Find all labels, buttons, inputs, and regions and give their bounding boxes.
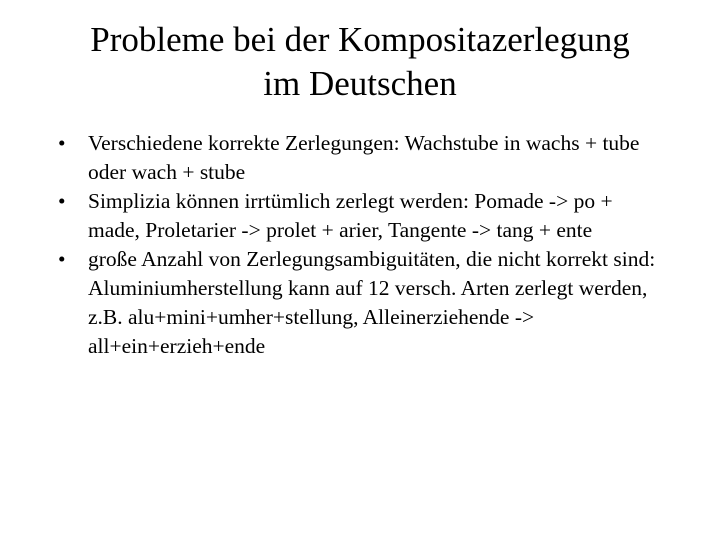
bullet-text: Verschiedene korrekte Zerlegungen: Wachstube in wachs + tube oder wach + stube (88, 131, 640, 184)
bullet-item (58, 187, 668, 245)
title-line-2: im Deutschen (263, 64, 457, 103)
bullet-icon: • (58, 189, 66, 213)
bullet-icon: • (58, 247, 66, 271)
bullet-item (58, 129, 668, 187)
bullet-text: große Anzahl von Zerlegungsambiguitäten, die nicht korrekt sind: Aluminiumherstellung kann auf 12 versch. Arten zerlegt werden, z.B. alu+mini+umher+stellung, Alleinerziehende -> all+ein+erzieh+ende (88, 247, 656, 358)
bullet-list (58, 129, 668, 361)
title-line-1: Probleme bei der Kompositazerlegung (90, 20, 630, 59)
slide-title (0, 18, 720, 106)
bullet-text: Simplizia können irrtümlich zerlegt werden: Pomade -> po + made, Proletarier -> prolet + arier, Tangente -> tang + ente (88, 189, 613, 242)
bullet-item (58, 245, 668, 361)
bullet-icon: • (58, 131, 66, 155)
